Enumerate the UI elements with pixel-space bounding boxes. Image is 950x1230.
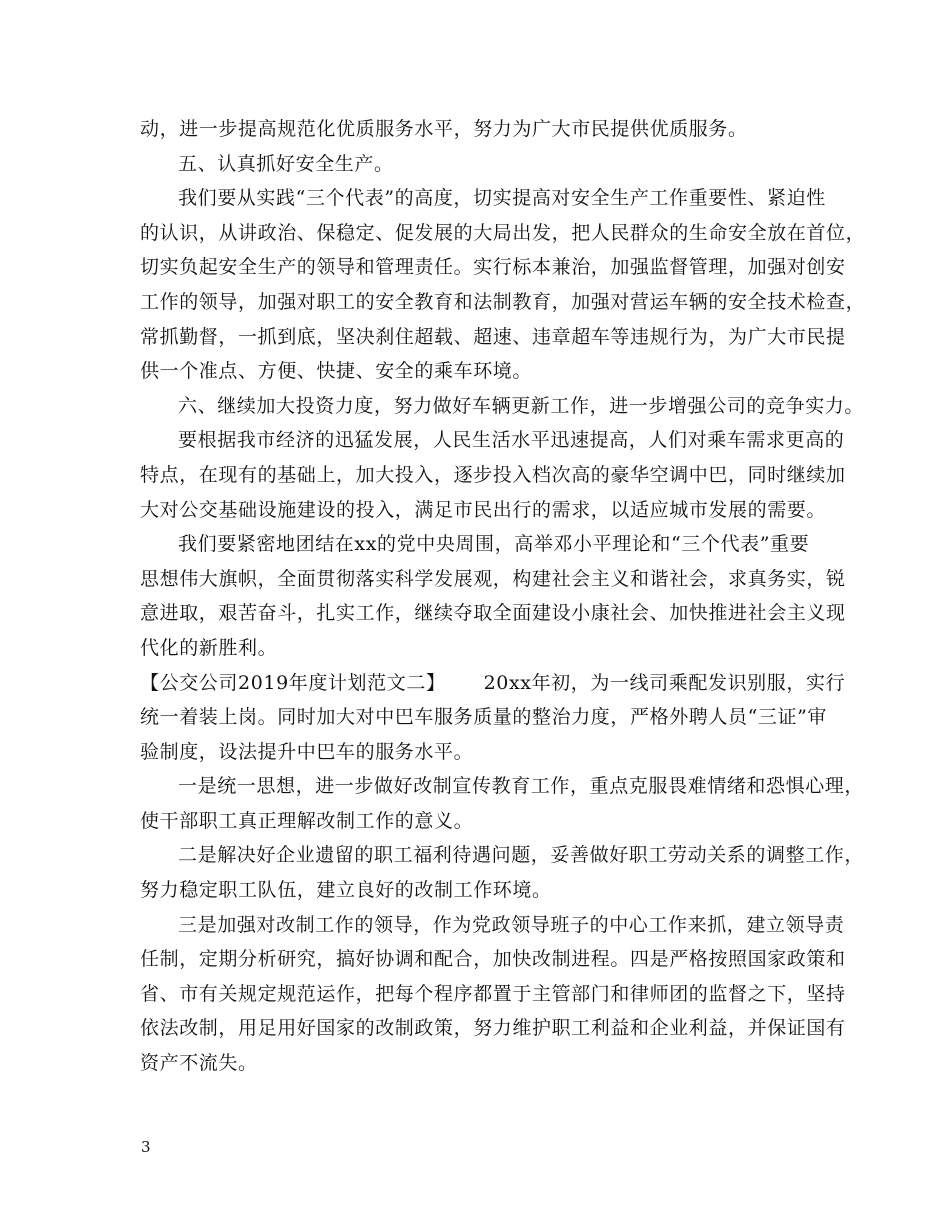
document-body [140,112,866,1081]
section-heading-investment: 六、继续加大投资力度，努力做好车辆更新工作，进一步增强公司的竞争实力。 [178,394,865,417]
text-line: 依法改制，用足用好国家的改制政策，努力维护职工利益和企业利益，并保证国有 [140,1017,846,1040]
text-line: 二是解决好企业遗留的职工福利待遇问题，妥善做好职工劳动关系的调整工作， [178,844,865,867]
section-heading-tail: 20xx年初，为一线司乘配发识别服，实行 [483,671,846,694]
text-line: 工作的领导，加强对职工的安全教育和法制教育，加强对营运车辆的安全技术检查， [140,290,866,313]
section-heading: 【公交公司2019年度计划范文二】 [140,671,446,694]
page-number: 3 [141,1138,151,1156]
text-line: 努力稳定职工队伍，建立良好的改制工作环境。 [140,879,552,902]
text-line: 供一个准点、方便、快捷、安全的乘车环境。 [140,360,533,383]
text-line: 一是统一思想，进一步做好改制宣传教育工作，重点克服畏难情绪和恐惧心理， [178,775,865,798]
text-line: 意进取，艰苦奋斗，扎实工作，继续夺取全面建设小康社会、加快推进社会主义现 [140,602,846,625]
text-line: 任制，定期分析研究，搞好协调和配合，加快改制进程。四是严格按照国家政策和 [140,948,846,971]
text-line: 要根据我市经济的迅猛发展，人民生活水平迅速提高，人们对乘车需求更高的 [178,429,845,452]
text-line: 使干部职工真正理解改制工作的意义。 [140,809,474,832]
text-line: 常抓勤督，一抓到底，坚决刹住超载、超速、违章超车等违规行为，为广大市民提 [140,325,846,348]
text-line: 代化的新胜利。 [140,636,278,659]
text-line: 验制度，设法提升中巴车的服务水平。 [140,740,474,763]
text-line: 切实负起安全生产的领导和管理责任。实行标本兼治，加强监督管理，加强对创安 [140,256,846,279]
text-line: 省、市有关规定规范运作，把每个程序都置于主管部门和律师团的监督之下，坚持 [140,982,846,1005]
text-line: 我们要紧密地团结在xx的党中央周围，高举邓小平理论和“三个代表”重要 [178,533,810,556]
text-line: 资产不流失。 [140,1052,258,1075]
text-line: 我们要从实践“三个代表”的高度，切实提高对安全生产工作重要性、紧迫性 [178,187,826,210]
text-line: 动，进一步提高规范化优质服务水平，努力为广大市民提供优质服务。 [140,118,748,140]
section-heading-line [140,666,846,701]
text-line: 思想伟大旗帜，全面贯彻落实科学发展观，构建社会主义和谐社会，求真务实，锐 [140,567,846,590]
text-line: 大对公交基础设施建设的投入，满足市民出行的需求，以适应城市发展的需要。 [140,498,827,521]
section-heading-safety: 五、认真抓好安全生产。 [178,152,394,175]
text-line: 特点，在现有的基础上，加大投入，逐步投入档次高的豪华空调中巴，同时继续加 [140,463,846,486]
text-line: 三是加强对改制工作的领导，作为党政领导班子的中心工作来抓，建立领导责 [178,913,845,936]
text-line: 的认识，从讲政治、保稳定、促发展的大局出发，把人民群众的生命安全放在首位， [140,221,866,244]
text-line: 统一着装上岗。同时加大对中巴车服务质量的整治力度，严格外聘人员“三证”审 [140,706,828,729]
